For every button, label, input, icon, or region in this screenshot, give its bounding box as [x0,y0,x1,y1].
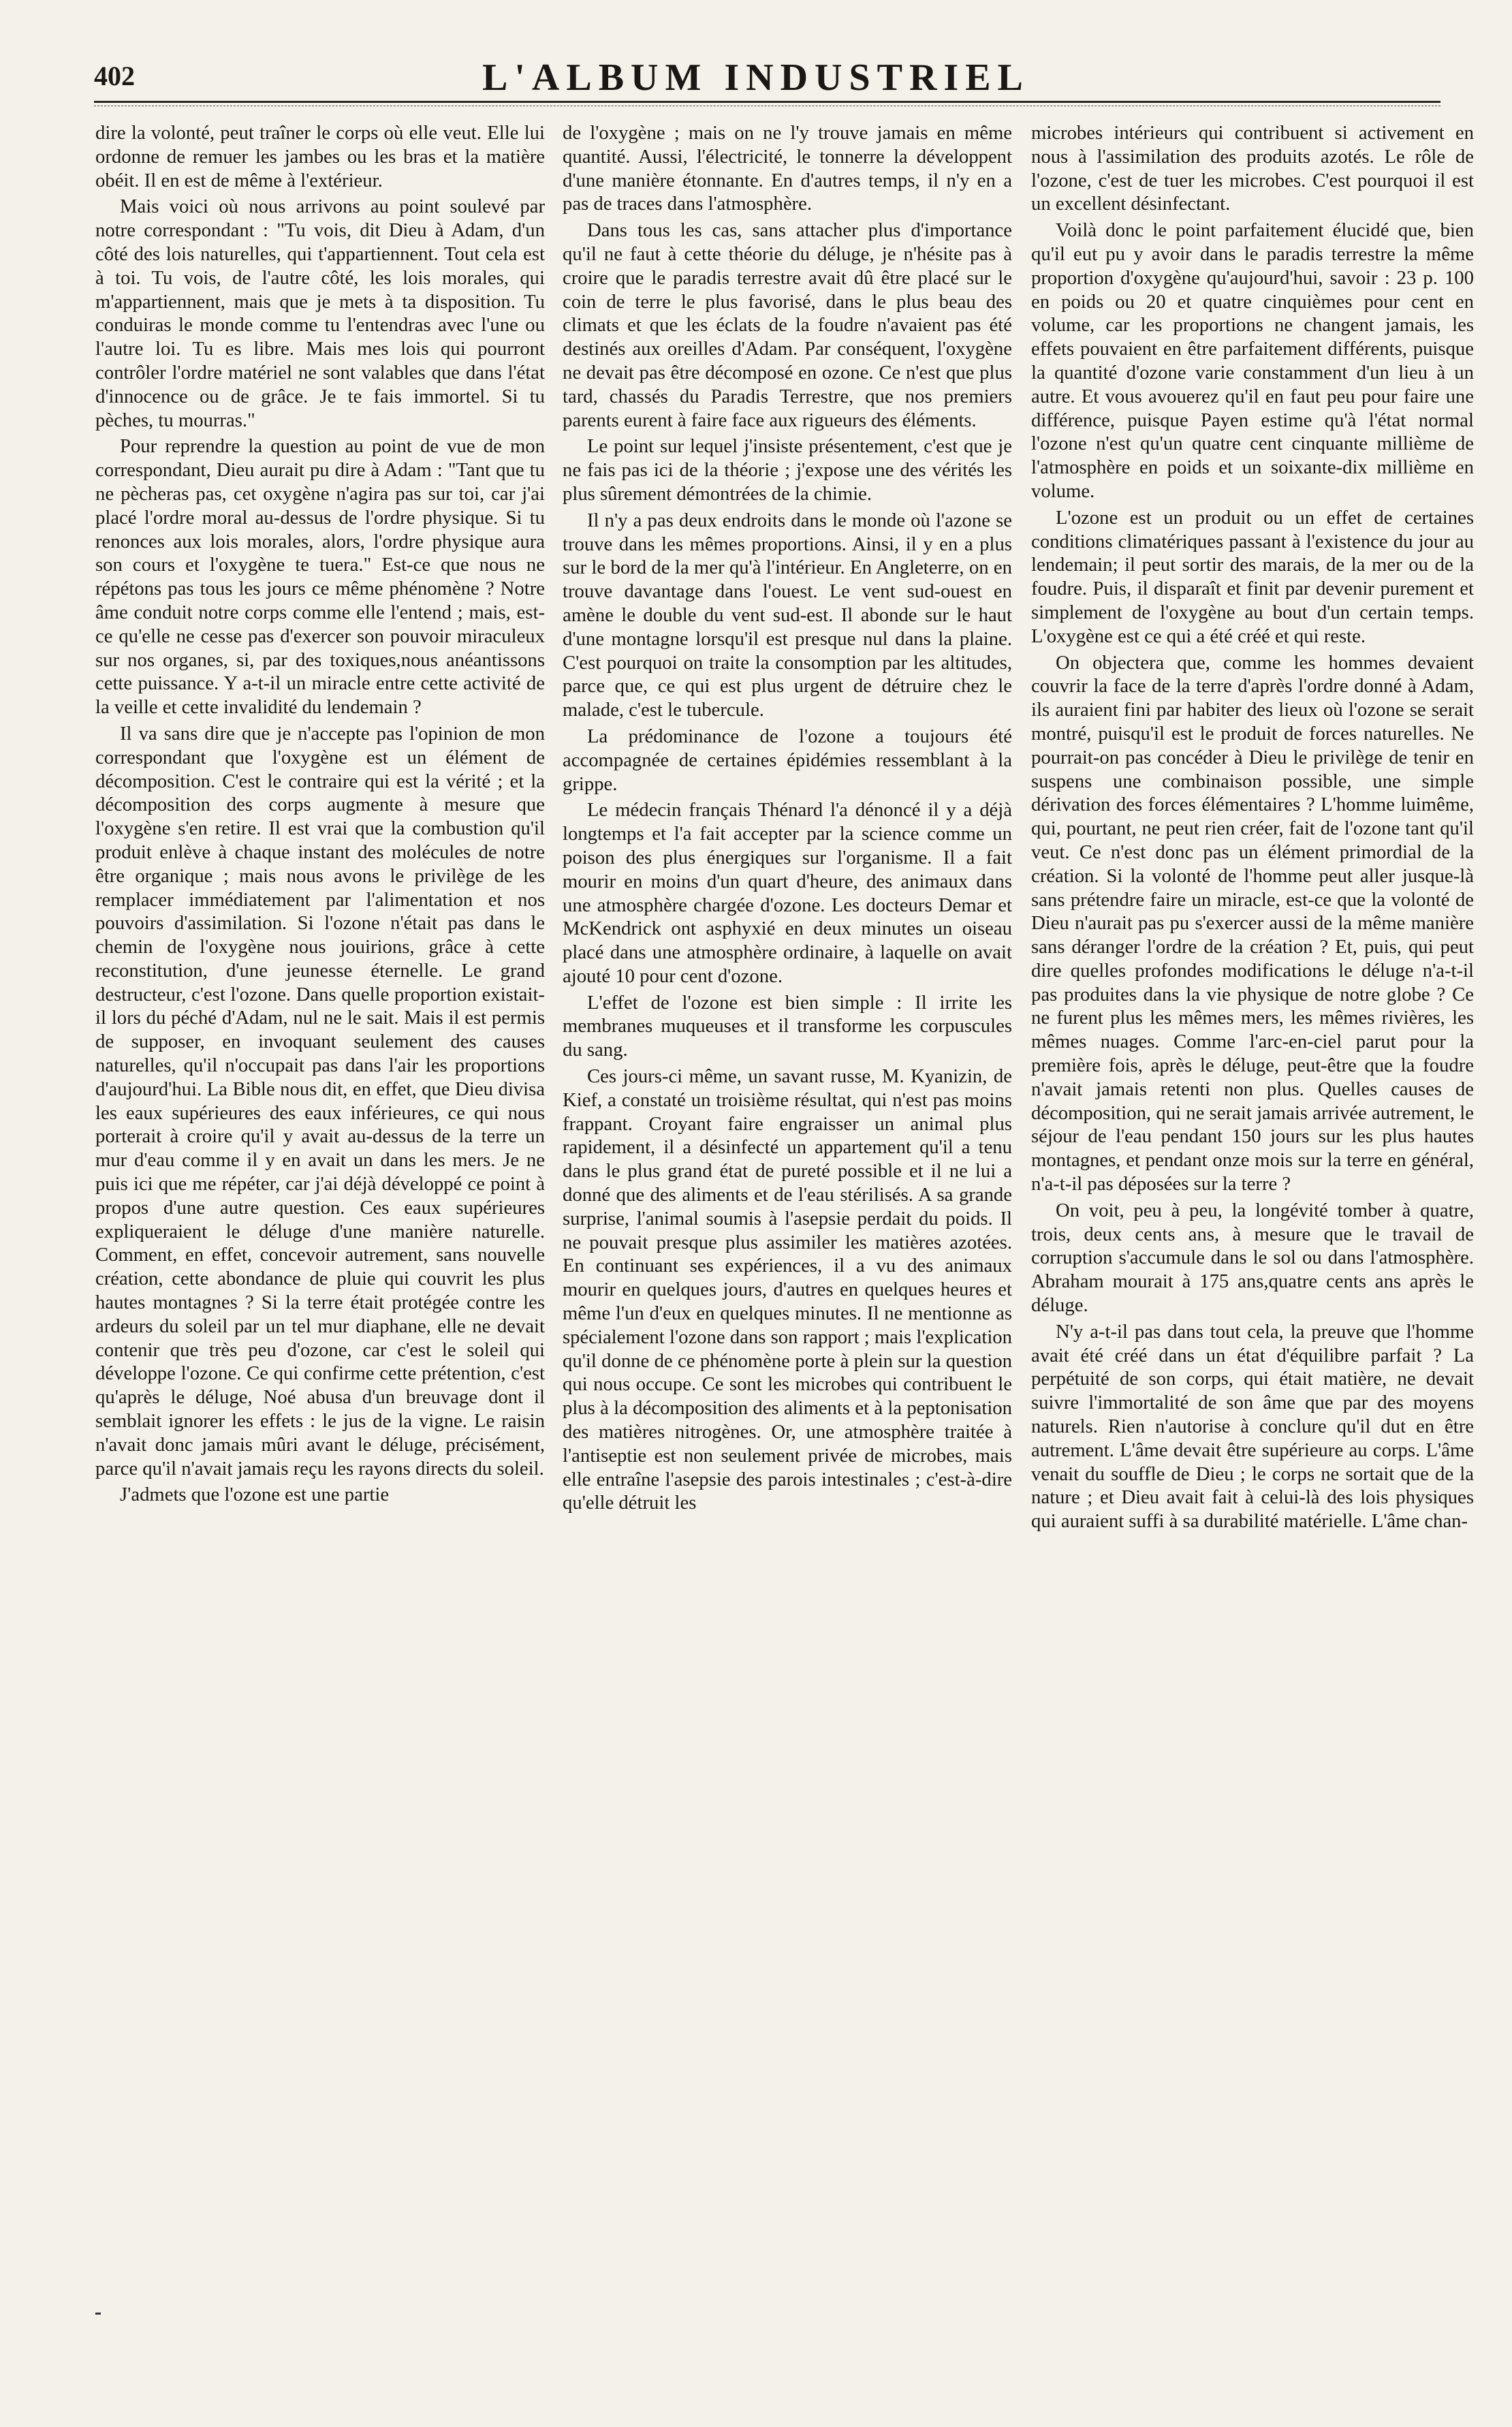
paragraph: La prédominance de l'ozone a toujours été accompagnée de certaines épidémies ressemblant à la grippe. [563,725,1012,795]
paragraph: Dans tous les cas, sans attacher plus d'importance qu'il ne faut à cette théorie du déluge, je n'hésite pas à croire que le paradis terrestre avait dû être placé sur le coin de terre le plus favorisé, dans le plus beau des climats et que les éclats de la foudre n'avaient pas été destinés aux oreilles d'Adam. Par conséquent, l'oxygène ne devait pas être décomposé en ozone. Ce n'est que plus tard, chassés du Paradis Terrestre, que nos premiers parents eurent à faire face aux rigueurs des éléments. [563,219,1012,431]
paragraph: On voit, peu à peu, la longévité tomber à quatre, trois, deux cents ans, à mesure que le travail de corruption s'accumule dans le sol ou dans l'atmosphère. Abraham mourait à 175 ans,quatre cents ans après le déluge. [1031,1199,1474,1317]
paragraph: Il n'y a pas deux endroits dans le monde où l'azone se trouve dans les mêmes proportions. Ainsi, il y en a plus sur le bord de la mer qu'à l'intérieur. En Angleterre, on en trouve davantage dans l'ouest. Le vent sud-ouest en amène le double du vent sud-est. Il abonde sur le haut d'une montagne lorsqu'il est presque nul dans la plaine. C'est pourquoi on traite la consomption par les altitudes, parce que, ce qui est plus urgent de détruire chez le malade, c'est le tubercule. [563,509,1012,721]
paragraph: N'y a-t-il pas dans tout cela, la preuve que l'homme avait été créé dans un état d'équilibre parfait ? La perpétuité de son corps, qui était matière, ne devait suivre l'immortalité de son âme que par des moyens naturels. Rien n'autorise à conclure qu'il dut en être autrement. L'âme devait être supérieure au corps. L'âme venait du souffle de Dieu ; le corps ne sortait que de la nature ; et Dieu avait fait à celui-là des lois physiques qui auraient suffi à sa durabilité matérielle. L'âme chan- [1031,1320,1474,1533]
paragraph: L'effet de l'ozone est bien simple : Il irrite les membranes muqueuses et il transforme les corpuscules du sang. [563,991,1012,1061]
journal-title: L'ALBUM INDUSTRIEL [482,57,1030,99]
paragraph: Il va sans dire que je n'accepte pas l'opinion de mon correspondant que l'oxygène est un élément de décomposition. C'est le contraire qui est la vérité ; et la décomposition des corps augmente à mesure que l'oxygène s'en retire. Il est vrai que la combustion qu'il produit enlève à chaque instant des molécules de notre être organique ; mais nous avons le privilège de les remplacer immédiatement par l'alimentation et nos pouvoirs d'assimilation. Si l'ozone n'était pas dans le chemin de l'oxygène nous jouirions, grâce à cette reconstitution, d'une jeunesse éternelle. Le grand destructeur, c'est l'ozone. Dans quelle proportion existait-il lors du péché d'Adam, nul ne le sait. Mais il est permis de supposer, en invoquant seulement des causes naturelles, qu'il n'occupait pas dans l'air les proportions d'aujourd'hui. La Bible nous dit, en effet, que Dieu divisa les eaux supérieures des eaux inférieures, ce qui nous porterait à croire qu'il y avait au-dessus de la terre un mur d'eau comme il y en avait un dans les mers. Je ne puis ici que me répéter, car j'ai déjà développé ce point à propos d'une autre question. Ces eaux supérieures expliqueraient le déluge d'une manière naturelle. Comment, en effet, concevoir autrement, sans nouvelle création, cette abondance de pluie qui couvrit les plus hautes montagnes ? Si la terre était protégée contre les ardeurs du soleil par un tel mur diaphane, elle ne devait contenir que très peu d'ozone, car c'est le soleil qui développe l'ozone. Ce qui confirme cette prétention, c'est qu'après le déluge, Noé abusa d'un breuvage dont il semblait ignorer les effets : le jus de la vigne. Le raisin n'avait donc jamais mûri avant le déluge, précisément, parce qu'il n'avait jamais reçu les rayons directs du soleil. [95,722,545,1479]
text-column-2 [563,121,1012,1518]
paragraph: Pour reprendre la question au point de vue de mon correspondant, Dieu aurait pu dire à Adam : "Tant que tu ne pècheras pas, cet oxygène n'agira pas sur toi, car j'ai placé l'ordre moral au-dessus de l'ordre physique. Si tu renonces aux lois morales, alors, l'ordre physique aura son cours et l'oxygène te tuera." Est-ce que nous ne répétons pas tous les jours ce même phénomène ? Notre âme conduit notre corps comme elle l'entend ; mais, est-ce qu'elle ne cesse pas d'exercer son pouvoir miraculeux sur nos organes, si, par des toxiques,nous anéantissons cette puissance. Y a-t-il un miracle entre cette activité de la veille et cette invalidité du lendemain ? [95,435,545,719]
header-rule [94,101,1440,103]
text-column-3 [1031,121,1474,1536]
paragraph: J'admets que l'ozone est une partie [120,1484,390,1506]
print-mark [95,2313,101,2315]
page-number: 402 [94,61,135,91]
paragraph: de l'oxygène ; mais on ne l'y trouve jamais en même quantité. Aussi, l'électricité, le tonnerre la développent d'une manière étonnante. En d'autres temps, il n'y en a pas de traces dans l'atmosphère. [563,122,1012,215]
paragraph: L'ozone est un produit ou un effet de certaines conditions climatériques passant à l'existence du jour au lendemain; il peut sortir des marais, de la mer ou de la foudre. Puis, il disparaît et finit par devenir purement et simplement de l'oxygène au bout d'un certain temps. L'oxygène est ce qui a été créé et qui reste. [1031,506,1474,647]
paragraph: Voilà donc le point parfaitement élucidé que, bien qu'il eut pu y avoir dans le paradis terrestre la même proportion d'oxygène qu'aujourd'hui, savoir : 23 p. 100 en poids ou 20 et quatre cinquièmes pour cent en volume, car les proportions ne changent jamais, les effets pouvaient en être parfaitement différents, puisque la quantité d'ozone varie constamment d'un lieu à un autre. Et vous avouerez qu'il en faut peu pour faire une différence, puisque Payen estime qu'à l'état normal l'ozone n'est qu'un quatre cent cinquante millième de l'atmosphère en poids et un soixante-dix millième en volume. [1031,219,1474,502]
paragraph: microbes intérieurs qui contribuent si activement en nous à l'assimilation des produits azotés. Le rôle de l'ozone, c'est de tuer les microbes. C'est pourquoi il est un excellent désinfectant. [1031,122,1474,215]
paragraph: Ces jours-ci même, un savant russe, M. Kyanizin, de Kief, a constaté un troisième résultat, qui n'est pas moins frappant. Croyant faire engraisser un animal plus rapidement, il a désinfecté un appartement qu'il a tenu dans le plus grand état de pureté possible et il ne lui a donné que des aliments et de l'eau stérilisés. A sa grande surprise, l'animal soumis à l'asepsie perdait du poids. Il ne pouvait presque plus assimiler les matières azotées. En continuant ses expériences, il a vu des animaux mourir en quelques jours, d'autres en quelques heures et même l'un d'eux en quelques minutes. Il ne mentionne as spécialement l'ozone dans son rapport ; mais l'explication qu'il donne de ce phénomène porte à plein sur la question qui nous occupe. Ce sont les microbes qui contribuent le plus à la décomposition des aliments et à la peptonisation des matières nitrogènes. Or, une atmosphère traitée à l'antiseptie est non seulement privée de microbes, mais elle entraîne l'asepsie des parois intestinales ; c'est-à-dire qu'elle détruit les [563,1065,1012,1514]
text-column-1 [95,121,545,1509]
page-header [94,56,1440,104]
paragraph: Le médecin français Thénard l'a dénoncé il y a déjà longtemps et l'a fait accepter par la science comme un poison des plus énergiques sur l'organisme. Il a fait mourir en moins d'un quart d'heure, des animaux dans une atmosphère chargée d'ozone. Les docteurs Demar et McKendrick ont asphyxié en deux minutes un oiseau placé dans une atmosphère ordinaire, à laquelle on avait ajouté 10 pour cent d'ozone. [563,799,1012,987]
paragraph: Mais voici où nous arrivons au point soulevé par notre correspondant : "Tu vois, dit Dieu à Adam, d'un côté des lois naturelles, qui t'appartiennent. Tout cela est à toi. Tu vois, de l'autre côté, les lois morales, qui m'appartiennent, mais que je mets à ta disposition. Tu conduiras le monde comme tu l'entendras avec l'une ou l'autre loi. Tu es libre. Mais mes lois qui pourront contrôler l'ordre matériel ne sont valables que dans l'état d'innocence ou de grâce. Je te fais immortel. Si tu pèches, tu mourras." [95,195,545,431]
paragraph: Le point sur lequel j'insiste présentement, c'est que je ne fais pas ici de la théorie ; j'expose une des vérités les plus sûrement démontrées de la chimie. [563,435,1012,505]
paragraph: dire la volonté, peut traîner le corps où elle veut. Elle lui ordonne de remuer les jambes ou les bras et la matière obéit. Il en est de même à l'extérieur. [95,122,545,191]
paragraph: On objectera que, comme les hommes devaient couvrir la face de la terre d'après l'ordre donné à Adam, ils auraient fini par habiter des lieux où l'ozone se serait montré, puisqu'il est le produit de forces naturelles. Ne pourrait-on pas concéder à Dieu le privilège de tenir en suspens une combinaison possible, une simple dérivation des forces élémentaires ? L'homme luimême, qui, pourtant, ne peut rien créer, fait de l'ozone tant qu'il veut. Ce n'est donc pas un élément primordial de la création. Si la volonté de l'homme peut aller jusque-là sans prétendre faire un miracle, est-ce que la volonté de Dieu n'aurait pas pu s'exercer aussi de la même manière sans déranger l'ordre de la création ? Et, puis, qui peut dire quelles profondes modifications le déluge n'a-t-il pas produites dans la vie physique de notre globe ? Ce ne furent plus les mêmes mers, les mêmes rivières, les mêmes nuages. Comme l'arc-en-ciel parut pour la première fois, après le déluge, peut-être que la foudre n'avait jamais retenti non plus. Quelles causes de décomposition, qui ne serait jamais arrivée autrement, le séjour de l'eau pendant 150 jours sur les plus hautes montagnes, et pendant onze mois sur la terre en général, n'a-t-il pas déposées sur la terre ? [1031,651,1474,1195]
